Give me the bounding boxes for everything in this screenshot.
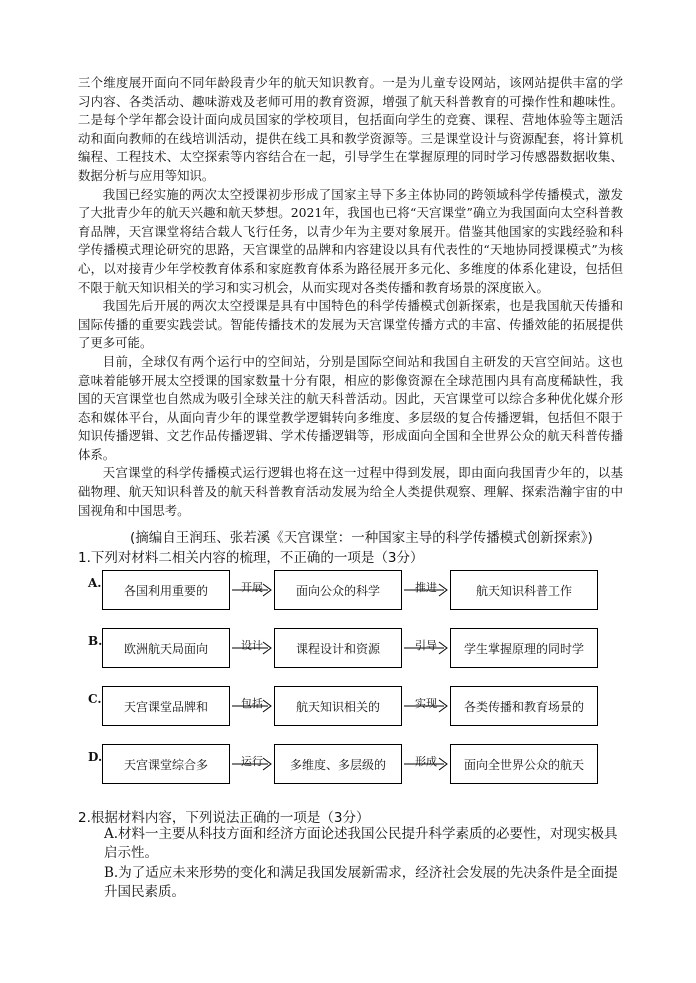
option-row-d	[88, 744, 608, 786]
flow-box: 天宫课堂品牌和	[102, 686, 230, 726]
option-letter: B.	[88, 634, 103, 648]
flow-arrow	[230, 750, 274, 778]
arrow-label: 运行	[241, 755, 263, 768]
flow-box: 欧洲航天局面向	[102, 628, 230, 668]
flow-arrow	[402, 576, 450, 604]
question-2-option-a: A.材料一主要从科技方面和经济方面论述我国公民提升科学素质的必要性，对现实极具启示性。	[104, 826, 618, 861]
option-letter: A.	[88, 576, 102, 590]
flow-box: 航天知识科普工作	[450, 570, 598, 610]
arrow-label: 实现	[415, 697, 437, 710]
passage-paragraph: 天宫课堂的科学传播模式运行逻辑也将在这一过程中得到发展，即由面向我国青少年的，以基础物理、航天知识科普及的航天科普教育活动发展为给全人类提供观察、理解、探索浩瀚宇宙的中国视角和中国思考。	[78, 465, 623, 518]
passage-paragraph: 三个维度展开面向不同年龄段青少年的航天知识教育。一是为儿童专设网站，该网站提供丰富的学习内容、各类活动、趣味游戏及老师可用的教育资源，增强了航天科普教育的可操作性和趣味性。二是每个学年都会设计面向成员国家的学校项目，包括面向学生的竞赛、课程、营地体验等主题活动和面向教师的在线培训活动，提供在线工具和教学资源等。三是课堂设计与资源配套，将计算机编程、工程技术、太空探索等内容结合在一起，引导学生在掌握原理的同时学习传感器数据收集、数据分析与应用等知识。	[78, 75, 623, 183]
flow-box: 各国利用重要的	[102, 570, 230, 610]
arrow-label: 开展	[241, 581, 263, 594]
arrow-label: 形成	[415, 755, 437, 768]
flow-box: 学生掌握原理的同时学	[450, 628, 598, 668]
flow-box: 多维度、多层级的	[274, 744, 402, 784]
question-2-stem: 2.根据材料内容，下列说法正确的一项是（3分）	[78, 810, 370, 826]
flow-arrow	[402, 692, 450, 720]
question-1-stem: 1.下列对材料二相关内容的梳理，不正确的一项是（3分）	[78, 550, 424, 566]
flow-arrow	[230, 634, 274, 662]
flow-box: 天宫课堂综合多	[102, 744, 230, 784]
flow-box: 航天知识相关的	[274, 686, 402, 726]
passage-paragraph: 目前，全球仅有两个运行中的空间站，分别是国际空间站和我国自主研发的天宫空间站。这也意味着能够开展太空授课的国家数量十分有限，相应的影像资源在全球范围内具有高度稀缺性，我国的天宫课堂也自然成为吸引全球关注的航天科普活动。因此，天宫课堂可以综合多种优化媒介形态和媒体平台，从面向青少年的课堂教学逻辑转向多维度、多层级的复合传播逻辑，包括但不限于知识传播逻辑、文艺作品传播逻辑、学术传播逻辑等，形成面向全国和全世界公众的航天科普传播体系。	[78, 353, 623, 462]
flow-arrow	[402, 750, 450, 778]
passage-paragraph: 我国已经实施的两次太空授课初步形成了国家主导下多主体协同的跨领域科学传播模式，激发了大批青少年的航天兴趣和航天梦想。2021年，我国也已将“天宫课堂”确立为我国面向太空科普教育品牌，天宫课堂将结合载人飞行任务，以青少年为主要对象展开。借鉴其他国家的实践经验和科学传播模式理论研究的思路，天宫课堂的品牌和内容建设以具有代表性的“天地协同授课模式”为核心，以对接青少年学校教育体系和家庭教育体系为路径展开多元化、多维度的体系化建设，包括但不限于航天知识相关的学习和实习机会，从而实现对各类传播和教育场景的深度嵌入。	[78, 186, 623, 295]
source-citation: (摘编自王润珏、张若溪《天宫课堂：一种国家主导的科学传播模式创新探索》)	[130, 530, 593, 546]
option-letter: C.	[88, 692, 102, 706]
arrow-label: 推进	[415, 581, 437, 594]
flow-arrow	[230, 692, 274, 720]
flow-arrow	[402, 634, 450, 662]
option-row-a	[88, 570, 608, 612]
passage-paragraph: 我国先后开展的两次太空授课是具有中国特色的科学传播模式创新探索，也是我国航天传播和国际传播的重要实践尝试。智能传播技术的发展为天宫课堂传播方式的丰富、传播效能的拓展提供了更多可能。	[78, 298, 623, 351]
flow-box: 各类传播和教育场景的	[450, 686, 598, 726]
reading-passage	[78, 74, 623, 520]
flow-arrow	[230, 576, 274, 604]
option-row-b	[88, 628, 608, 670]
flow-box: 面向公众的科学	[274, 570, 402, 610]
flow-box: 面向全世界公众的航天	[450, 744, 598, 784]
question-2-option-b: B.为了适应未来形势的变化和满足我国发展新需求，经济社会发展的先决条件是全面提升国民素质。	[104, 865, 618, 900]
arrow-label: 引导	[415, 639, 437, 652]
arrow-label: 设计	[241, 639, 263, 652]
flow-box: 课程设计和资源	[274, 628, 402, 668]
arrow-label: 包括	[241, 697, 263, 710]
option-row-c	[88, 686, 608, 728]
option-letter: D.	[88, 750, 103, 764]
